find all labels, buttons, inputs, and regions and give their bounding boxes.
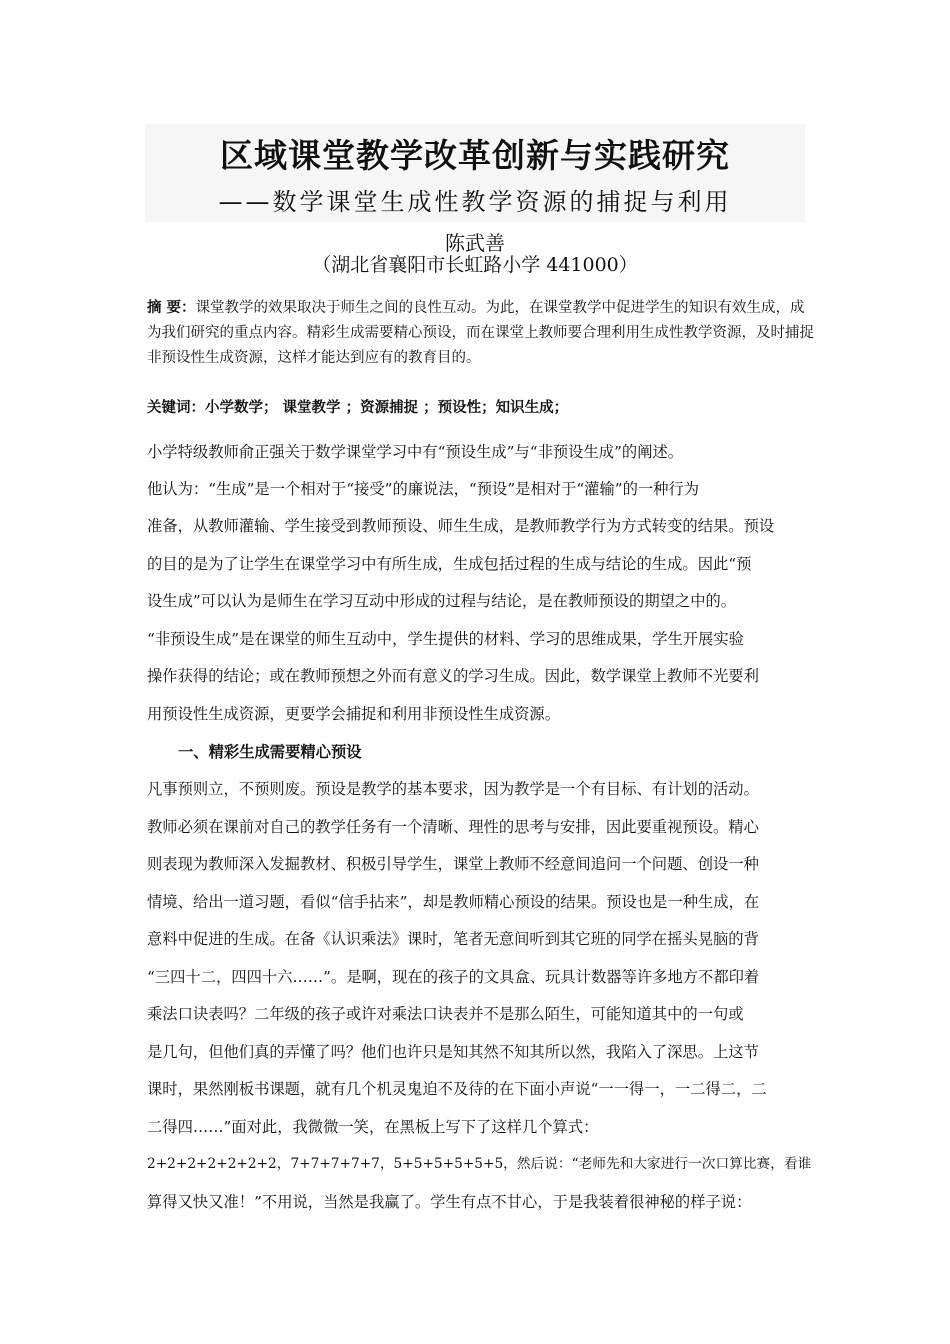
- section-line: “三四十二，四四十六……”。是啊，现在的孩子的文具盒、玩具计数器等许多地方不都印着: [147, 968, 760, 986]
- section-heading: 一、精彩生成需要精心预设: [178, 743, 362, 761]
- body-line: 的目的是为了让学生在课堂学习中有所生成，生成包括过程的生成与结论的生成。因此“预: [147, 555, 752, 573]
- abstract-text: 课堂教学的效果取决于师生之间的良性互动。为此，在课堂教学中促进学生的知识有效生成，成为我们研究的重点内容。精彩生成需要精心预设，而在课堂上教师要合理利用生成性教学资源，及时捕捉非预设性生成资源，这样才能达到应有的教育目的。: [147, 300, 814, 366]
- section-line: 乘法口诀表吗？二年级的孩子或许对乘法口诀表并不是那么陌生，可能知道其中的一句或: [147, 1005, 744, 1023]
- body-line: “非预设生成”是在课堂的师生互动中，学生提供的材料、学习的思维成果，学生开展实验: [147, 630, 744, 648]
- section-line: 情境、给出一道习题，看似“信手拈来”，却是教师精心预设的结果。预设也是一种生成，在: [147, 893, 760, 911]
- body-line: 小学特级教师俞正强关于数学课堂学习中有“预设生成”与“非预设生成”的阐述。: [147, 443, 684, 461]
- section-line: 算得又快又准！”不用说，当然是我赢了。学生有点不甘心，于是我装着很神秘的样子说：: [147, 1193, 752, 1211]
- section-line: 课时，果然刚板书课题，就有几个机灵鬼迫不及待的在下面小声说“一一得一，一二得二，二: [147, 1080, 767, 1098]
- body-line: 设生成”可以认为是师生在学习互动中形成的过程与结论，是在教师预设的期望之中的。: [147, 592, 737, 610]
- section-line: 2+2+2+2+2+2+2，7+7+7+7+7，5+5+5+5+5+5，然后说：“老师先和大家进行一次口算比赛，看谁: [147, 1156, 812, 1172]
- keywords: 关键词：小学数学； 课堂教学 ；资源捕捉 ；预设性；知识生成；: [147, 400, 569, 416]
- author-name: 陈武善: [445, 231, 505, 255]
- body-line: 他认为：“生成”是一个相对于“接受”的廉说法，“预设”是相对于“灌输”的一种行为: [147, 480, 700, 498]
- body-line: 用预设性生成资源，更要学会捕捉和利用非预设性生成资源。: [147, 705, 561, 723]
- section-line: 二得四……”面对此，我微微一笑，在黑板上写下了这样几个算式：: [147, 1118, 599, 1136]
- section-line: 凡事预则立，不预则废。预设是教学的基本要求，因为教学是一个有目标、有计划的活动。: [147, 780, 759, 798]
- section-line: 教师必须在课前对自己的教学任务有一个清晰、理性的思考与安排，因此要重视预设。精心: [147, 818, 759, 836]
- body-line: 操作获得的结论；或在教师预想之外而有意义的学习生成。因此，数学课堂上教师不光要利: [147, 667, 759, 685]
- page-title: 区域课堂教学改革创新与实践研究: [220, 136, 730, 175]
- body-line: 准备，从教师灌输、学生接受到教师预设、师生生成，是教师教学行为方式转变的结果。预设: [147, 517, 775, 535]
- section-line: 意料中促进的生成。在备《认识乘法》课时，笔者无意间听到其它班的同学在摇头晃脑的背: [147, 930, 759, 948]
- abstract: [147, 296, 815, 371]
- section-line: 则表现为教师深入发掘教材、积极引导学生，课堂上教师不经意间追问一个问题、创设一种: [147, 855, 759, 873]
- abstract-label: 摘 要：: [147, 300, 196, 316]
- author-affiliation: （湖北省襄阳市长虹路小学 441000）: [312, 254, 638, 276]
- section-line: 是几句，但他们真的弄懂了吗？他们也许只是知其然不知其所以然，我陷入了深思。上这节: [147, 1043, 759, 1061]
- page-subtitle: ——数学课堂生成性教学资源的捕捉与利用: [218, 188, 732, 216]
